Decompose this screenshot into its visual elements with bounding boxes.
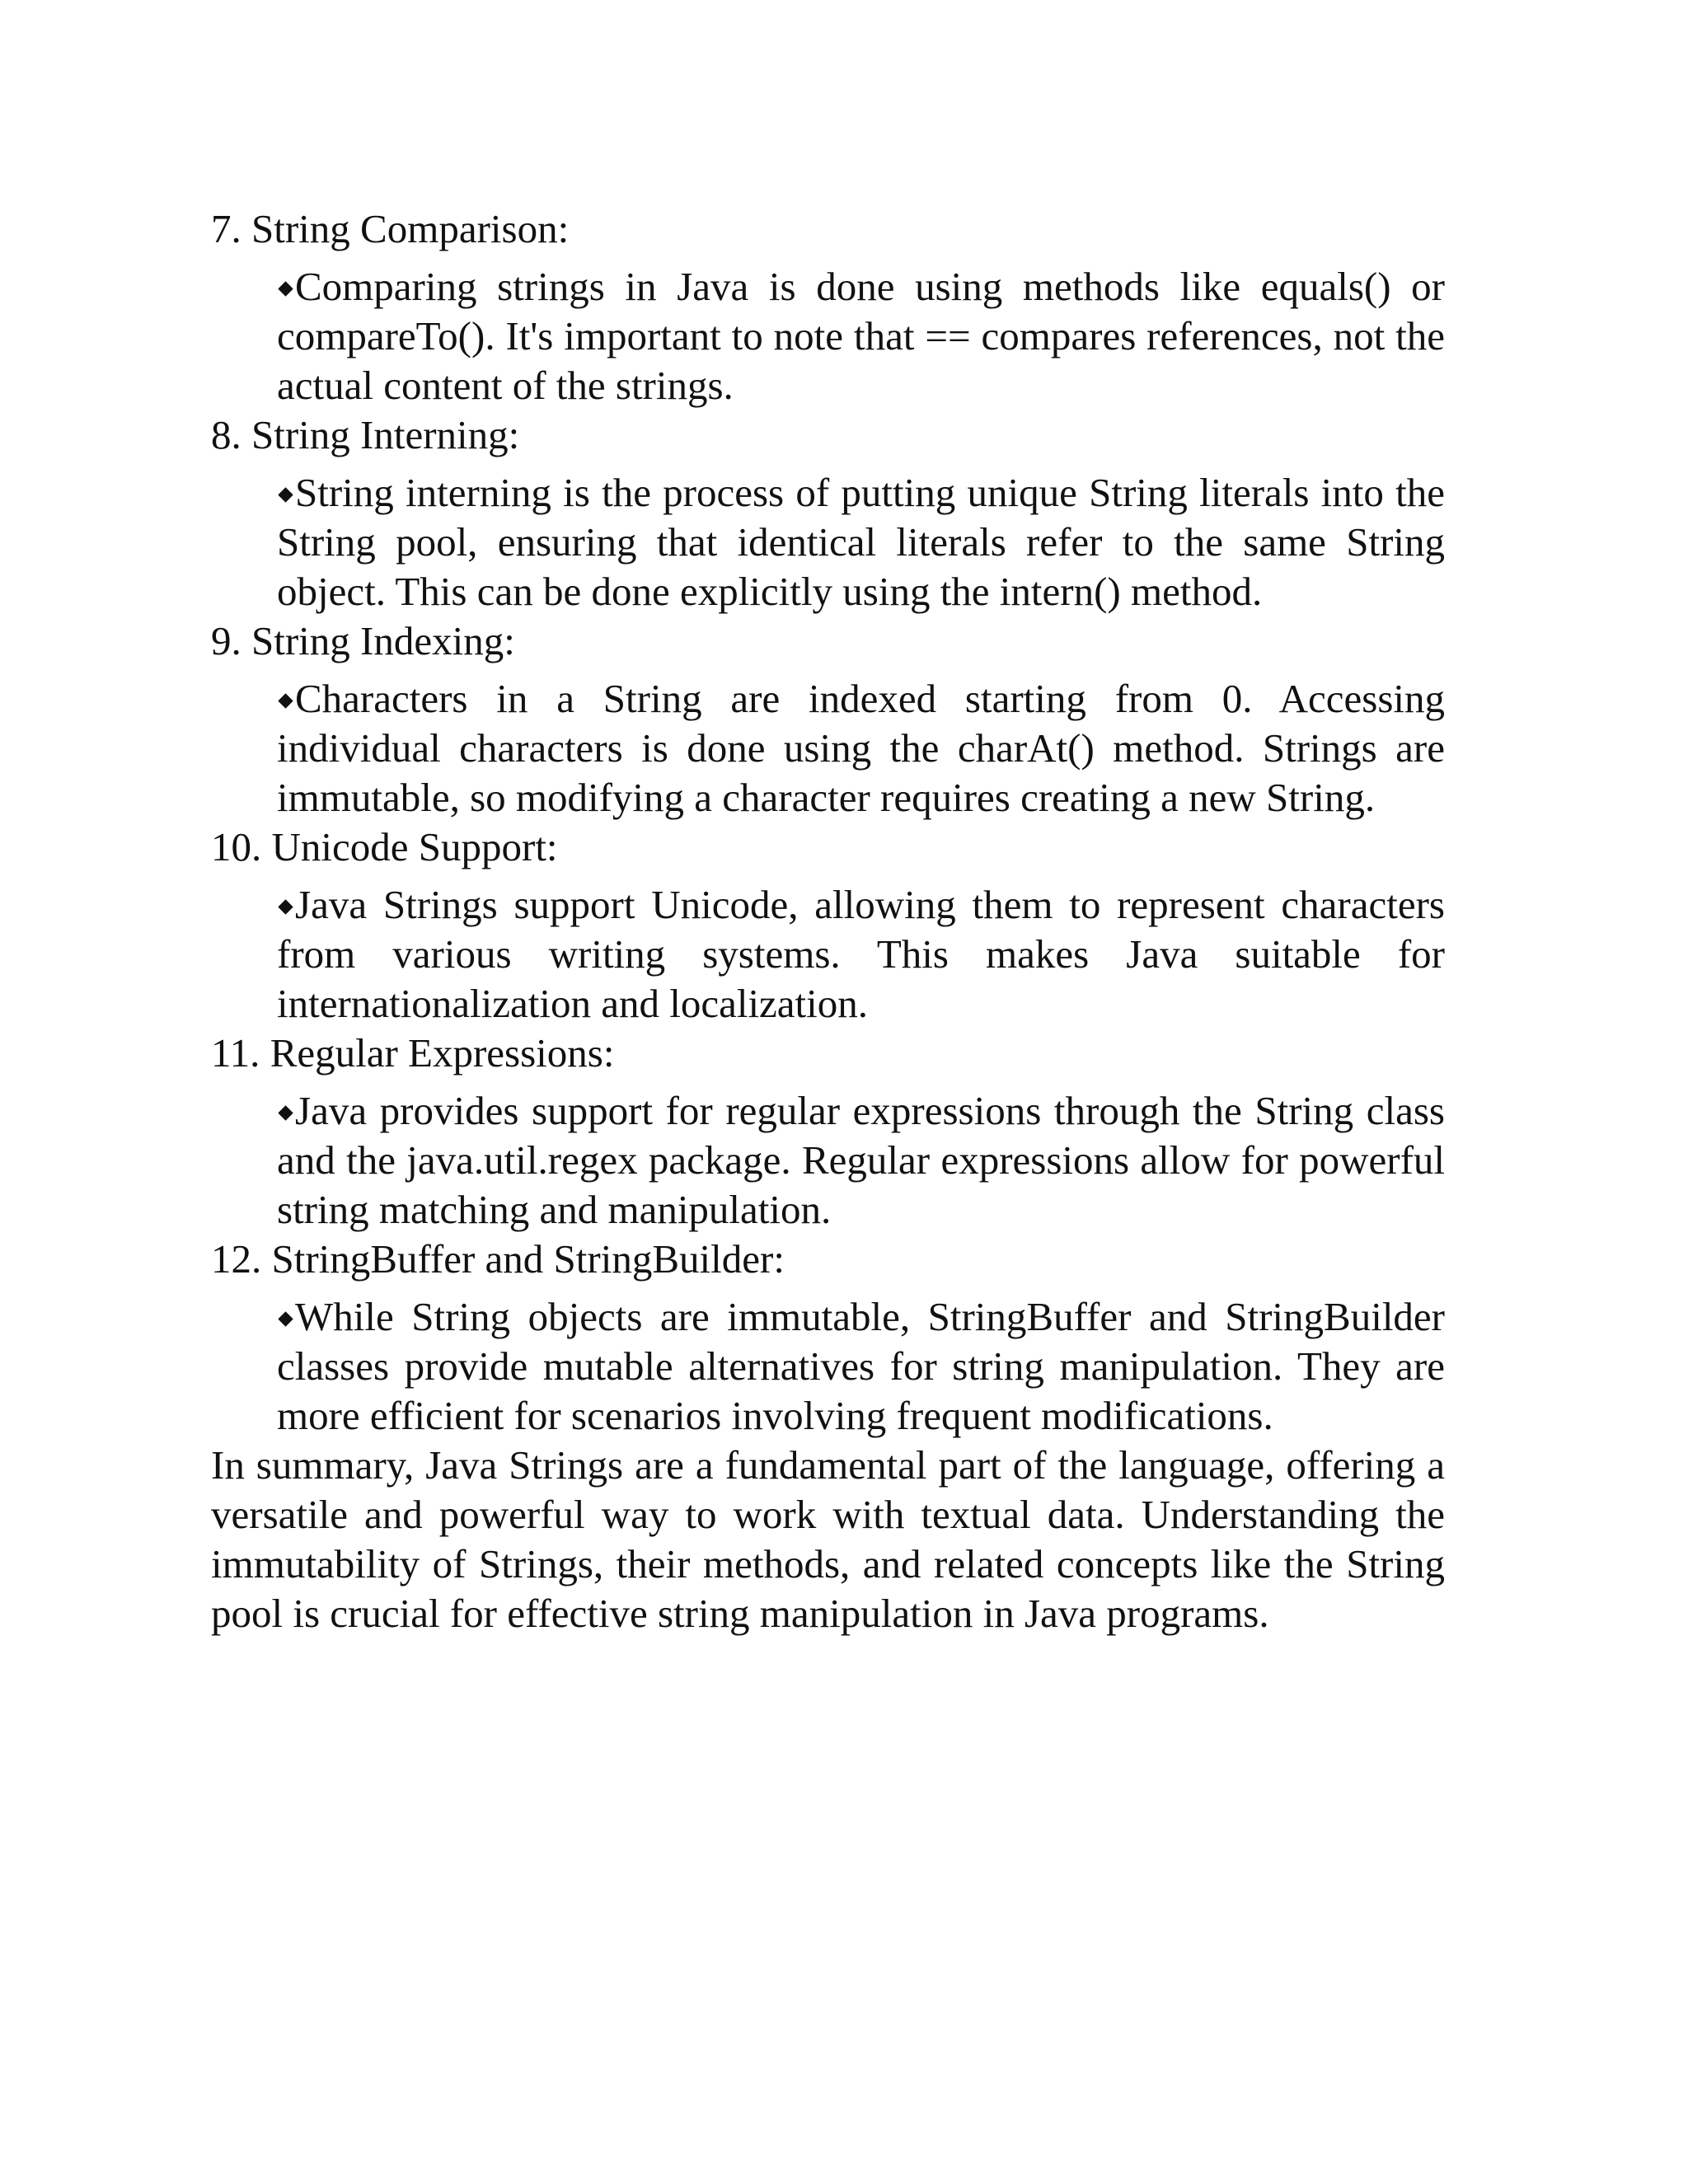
bullet-text: While String objects are immutable, StringBuffer and StringBuilder classes provide mutable alternatives for string manipulation. They are more efficient for scenarios involving frequent modifications. [277,1294,1445,1438]
section-number: 9. [211,618,241,663]
section-title: String Interning: [251,412,520,457]
section-string-indexing [211,616,1445,823]
section-heading [211,204,1445,254]
section-stringbuffer-stringbuilder [211,1235,1445,1441]
document-page [211,204,1445,1638]
section-title: String Comparison: [251,206,570,251]
diamond-bullet-icon [278,900,293,915]
section-heading [211,823,1445,872]
section-heading [211,1235,1445,1284]
bullet-text: Java Strings support Unicode, allowing them to represent characters from various writing systems. This makes Java suitable for internationalization and localization. [277,882,1445,1026]
section-heading [211,1029,1445,1078]
bullet-text: String interning is the process of putting unique String literals into the String pool, ensuring that identical literals refer to the same String object. This can be done explicitly using the intern() method. [277,470,1445,614]
section-title: StringBuffer and StringBuilder: [271,1236,785,1282]
section-heading [211,410,1445,460]
section-heading [211,616,1445,666]
diamond-bullet-icon [278,1312,293,1327]
bullet-paragraph [277,262,1445,410]
bullet-paragraph [277,468,1445,616]
section-unicode-support [211,823,1445,1029]
diamond-bullet-icon [278,488,293,503]
section-string-interning [211,410,1445,616]
diamond-bullet-icon [278,694,293,709]
diamond-bullet-icon [278,1106,293,1121]
bullet-paragraph [277,674,1445,823]
bullet-paragraph [277,1086,1445,1235]
diamond-bullet-icon [278,282,293,297]
bullet-text: Java provides support for regular expressions through the String class and the java.util.regex package. Regular expressions allow for powerful string matching and manipulation. [277,1088,1445,1232]
bullet-text: Comparing strings in Java is done using methods like equals() or compareTo(). It's important to note that == compares references, not the actual content of the strings. [277,264,1445,408]
section-title: String Indexing: [251,618,515,663]
bullet-paragraph [277,1292,1445,1441]
section-number: 10. [211,824,262,869]
section-number: 8. [211,412,241,457]
section-regular-expressions [211,1029,1445,1235]
summary-paragraph: In summary, Java Strings are a fundamental part of the language, offering a versatile and powerful way to work with textual data. Understanding the immutability of Strings, their methods, and related concepts like the String pool is crucial for effective string manipulation in Java programs. [211,1442,1445,1636]
section-number: 11. [211,1030,260,1076]
bullet-text: Characters in a String are indexed starting from 0. Accessing individual characters is done using the charAt() method. Strings are immutable, so modifying a character requires creating a new String. [277,676,1445,820]
section-title: Regular Expressions: [270,1030,615,1076]
section-number: 12. [211,1236,262,1282]
section-string-comparison [211,204,1445,410]
section-number: 7. [211,206,241,251]
section-title: Unicode Support: [271,824,558,869]
bullet-paragraph [277,880,1445,1029]
